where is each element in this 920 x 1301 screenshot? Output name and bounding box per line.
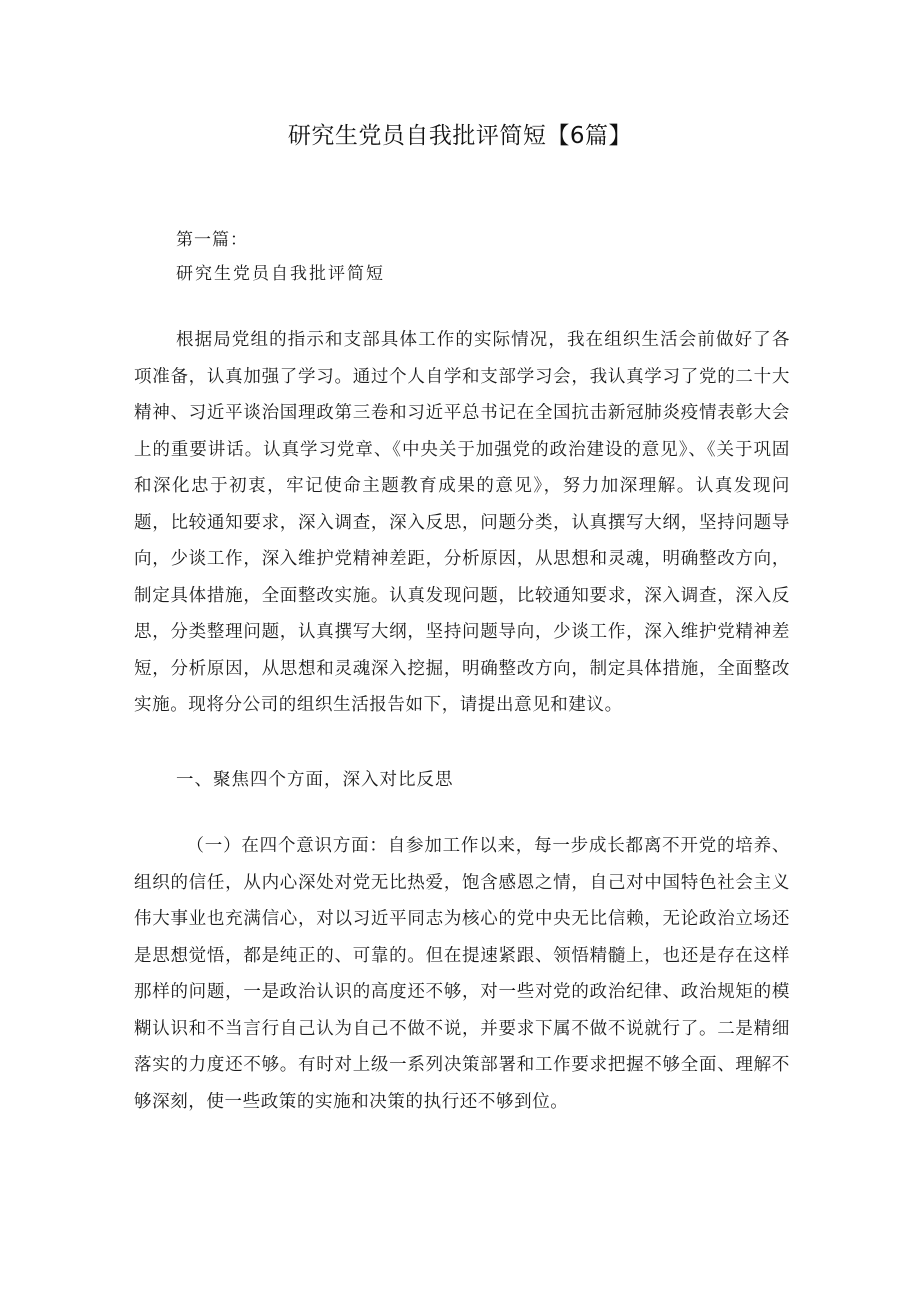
section-subtitle: 研究生党员自我批评简短	[176, 264, 385, 284]
document-title: 研究生党员自我批评简短【6篇】	[287, 123, 633, 149]
section-label: 第一篇：	[176, 230, 248, 250]
section-heading: 一、聚焦四个方面，深入对比反思	[176, 770, 454, 790]
subsection-paragraph: （一）在四个意识方面：自参加工作以来，每一步成长都离不开党的培养、组织的信任，从内心深处对党无比热爱，饱含感恩之情，自己对中国特色社会主义伟大事业也充满信心，对以习近平同志为核心的党中央无比信赖，无论政治立场还是思想觉悟，都是纯正的、可靠的。但在提速紧跟、领悟精髓上，也还是存在这样那样的问题，一是政治认识的高度还不够，对一些对党的政治纪律、政治规矩的模糊认识和不当言行自己认为自己不做不说，并要求下属不做不说就行了。二是精细落实的力度还不够。有时对上级一系列决策部署和工作要求把握不够全面、理解不够深刻，使一些政策的实施和决策的执行还不够到位。	[134, 836, 790, 1112]
intro-paragraph: 根据局党组的指示和支部具体工作的实际情况，我在组织生活会前做好了各项准备，认真加强了学习。通过个人自学和支部学习会，我认真学习了党的二十大精神、习近平谈治国理政第三卷和习近平总书记在全国抗击新冠肺炎疫情表彰大会上的重要讲话。认真学习党章、《中央关于加强党的政治建设的意见》、《关于巩固和深化忠于初衷，牢记使命主题教育成果的意见》，努力加深理解。认真发现问题，比较通知要求，深入调查，深入反思，问题分类，认真撰写大纲，坚持问题导向，少谈工作，深入维护党精神差距，分析原因，从思想和灵魂，明确整改方向，制定具体措施，全面整改实施。认真发现问题，比较通知要求，深入调查，深入反思，分类整理问题，认真撰写大纲，坚持问题导向，少谈工作，深入维护党精神差短，分析原因，从思想和灵魂深入挖掘，明确整改方向，制定具体措施，全面整改实施。现将分公司的组织生活报告如下，请提出意见和建议。	[134, 330, 790, 715]
